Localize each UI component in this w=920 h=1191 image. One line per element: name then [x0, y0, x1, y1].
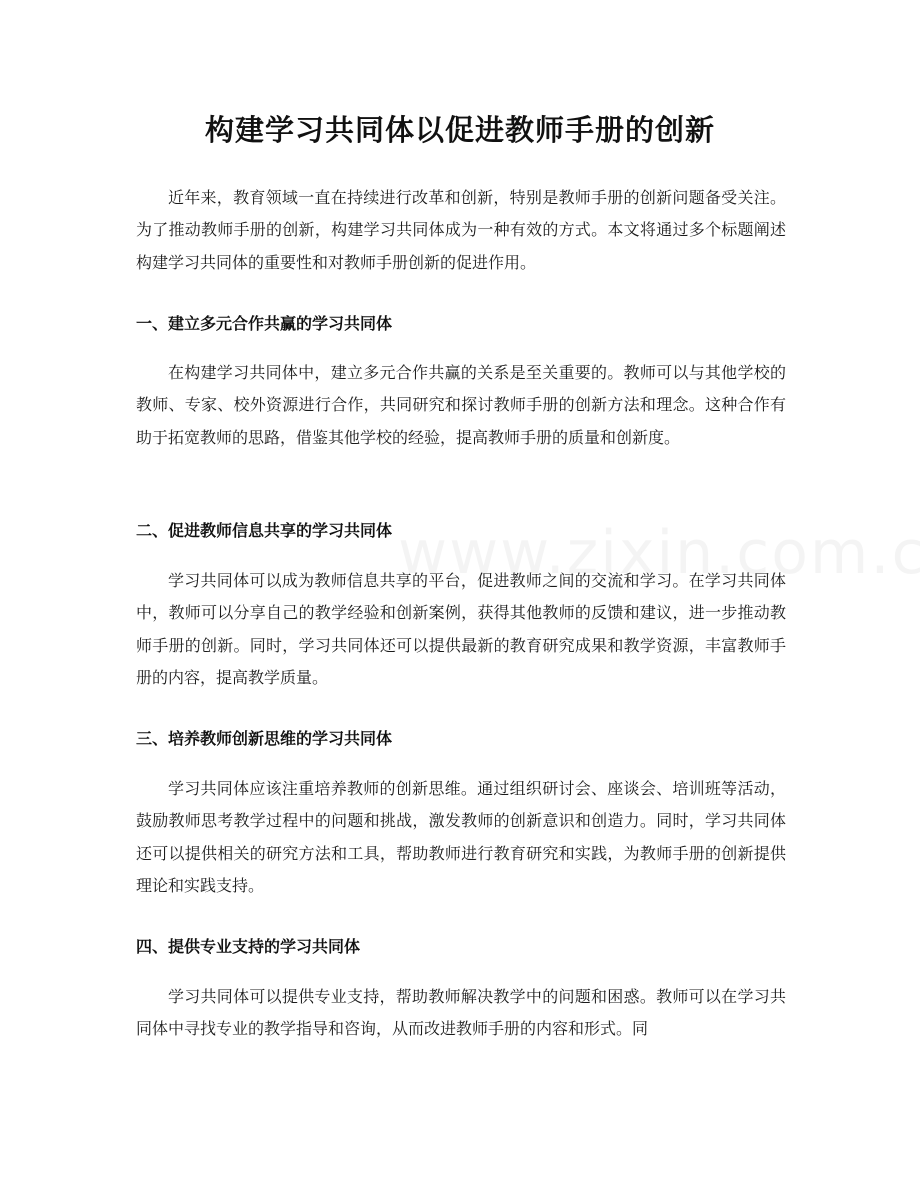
section-1-heading: 一、建立多元合作共赢的学习共同体 — [136, 314, 393, 333]
section-4-body: 学习共同体可以提供专业支持，帮助教师解决教学中的问题和困惑。教师可以在学习共同体中寻找专业的教学指导和咨询，从而改进教师手册的内容和形式。同 — [136, 987, 786, 1039]
section-2-heading: 二、促进教师信息共享的学习共同体 — [136, 521, 393, 540]
section-1-body: 在构建学习共同体中，建立多元合作共赢的关系是至关重要的。教师可以与其他学校的教师、专家、校外资源进行合作，共同研究和探讨教师手册的创新方法和理念。这种合作有助于拓宽教师的思路，借鉴其他学校的经验，提高教师手册的质量和创新度。 — [136, 363, 786, 447]
intro-paragraph: 近年来，教育领域一直在持续进行改革和创新，特别是教师手册的创新问题备受关注。为了推动教师手册的创新，构建学习共同体成为一种有效的方式。本文将通过多个标题阐述构建学习共同体的重要性和对教师手册创新的促进作用。 — [136, 188, 786, 272]
section-3-heading: 三、培养教师创新思维的学习共同体 — [136, 729, 393, 748]
section-3-body: 学习共同体应该注重培养教师的创新思维。通过组织研讨会、座谈会、培训班等活动，鼓励教师思考教学过程中的问题和挑战，激发教师的创新意识和创造力。同时，学习共同体还可以提供相关的研究方法和工具，帮助教师进行教育研究和实践，为教师手册的创新提供理论和实践支持。 — [136, 779, 786, 895]
section-2-body: 学习共同体可以成为教师信息共享的平台，促进教师之间的交流和学习。在学习共同体中，教师可以分享自己的教学经验和创新案例，获得其他教师的反馈和建议，进一步推动教师手册的创新。同时，学习共同体还可以提供最新的教育研究成果和教学资源，丰富教师手册的内容，提高教学质量。 — [136, 571, 786, 687]
section-4-heading: 四、提供专业支持的学习共同体 — [136, 937, 361, 956]
document-title: 构建学习共同体以促进教师手册的创新 — [204, 113, 715, 147]
